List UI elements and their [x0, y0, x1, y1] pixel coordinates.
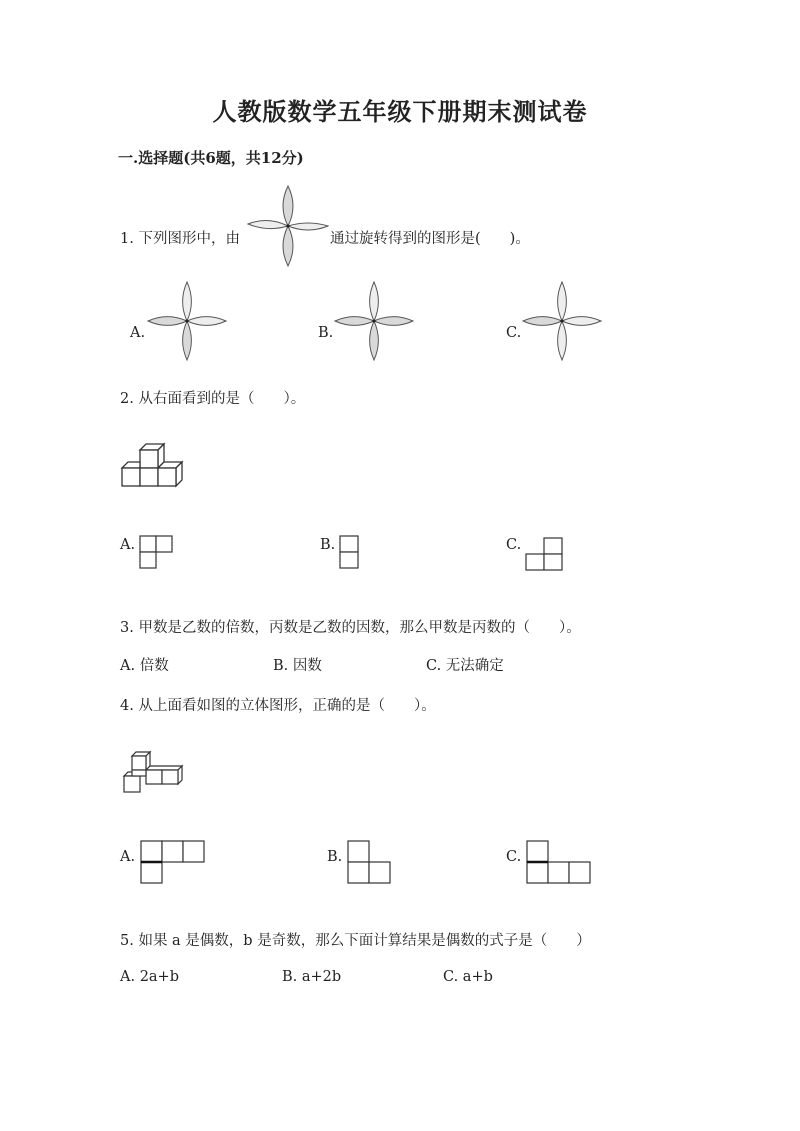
q4-option-a-label[interactable]: A. [120, 849, 136, 865]
q4-cube-figure [122, 750, 186, 796]
q2-option-b-view[interactable] [339, 535, 361, 571]
q1-flower-figure [248, 186, 328, 266]
q4-option-c-view[interactable] [526, 840, 594, 886]
q2-option-c-label[interactable]: C. [506, 537, 522, 553]
q5-option-c[interactable]: C. a+b [443, 969, 493, 985]
q2-option-c-view[interactable] [524, 537, 566, 573]
q1-option-a-label[interactable]: A. [130, 325, 146, 341]
q3-option-a[interactable]: A. 倍数 [120, 658, 169, 674]
q1-prefix: 1. 下列图形中，由 [120, 231, 240, 247]
page-title: 人教版数学五年级下册期末测试卷 [212, 97, 588, 126]
q4-option-b-view[interactable] [347, 840, 393, 886]
section-heading: 一.选择题(共6题，共12分) [118, 149, 304, 167]
q4-option-a-view[interactable] [140, 840, 208, 886]
q2-option-b-label[interactable]: B. [320, 537, 336, 553]
q3-option-b[interactable]: B. 因数 [273, 658, 322, 674]
q2-text: 2. 从右面看到的是（ ）。 [120, 391, 306, 407]
q5-option-b[interactable]: B. a+2b [282, 969, 342, 985]
q4-text: 4. 从上面看如图的立体图形，正确的是（ ）。 [120, 698, 436, 714]
q1-option-c-label[interactable]: C. [506, 325, 522, 341]
q3-text: 3. 甲数是乙数的倍数，丙数是乙数的因数，那么甲数是丙数的（ ）。 [120, 620, 581, 636]
q4-option-b-label[interactable]: B. [327, 849, 343, 865]
q1-option-b-flower[interactable] [335, 282, 413, 360]
q5-option-a[interactable]: A. 2a+b [120, 969, 179, 985]
q1-option-c-flower[interactable] [523, 282, 601, 360]
q1-option-b-label[interactable]: B. [318, 325, 334, 341]
q2-cube-figure [120, 440, 188, 492]
q3-option-c[interactable]: C. 无法确定 [426, 658, 504, 674]
q2-option-a-view[interactable] [139, 535, 175, 571]
q1-suffix: 通过旋转得到的图形是( )。 [330, 231, 530, 247]
q5-text: 5. 如果 a 是偶数，b 是奇数，那么下面计算结果是偶数的式子是（ ） [120, 933, 591, 949]
q1-option-a-flower[interactable] [148, 282, 226, 360]
q2-option-a-label[interactable]: A. [120, 537, 136, 553]
q4-option-c-label[interactable]: C. [506, 849, 522, 865]
